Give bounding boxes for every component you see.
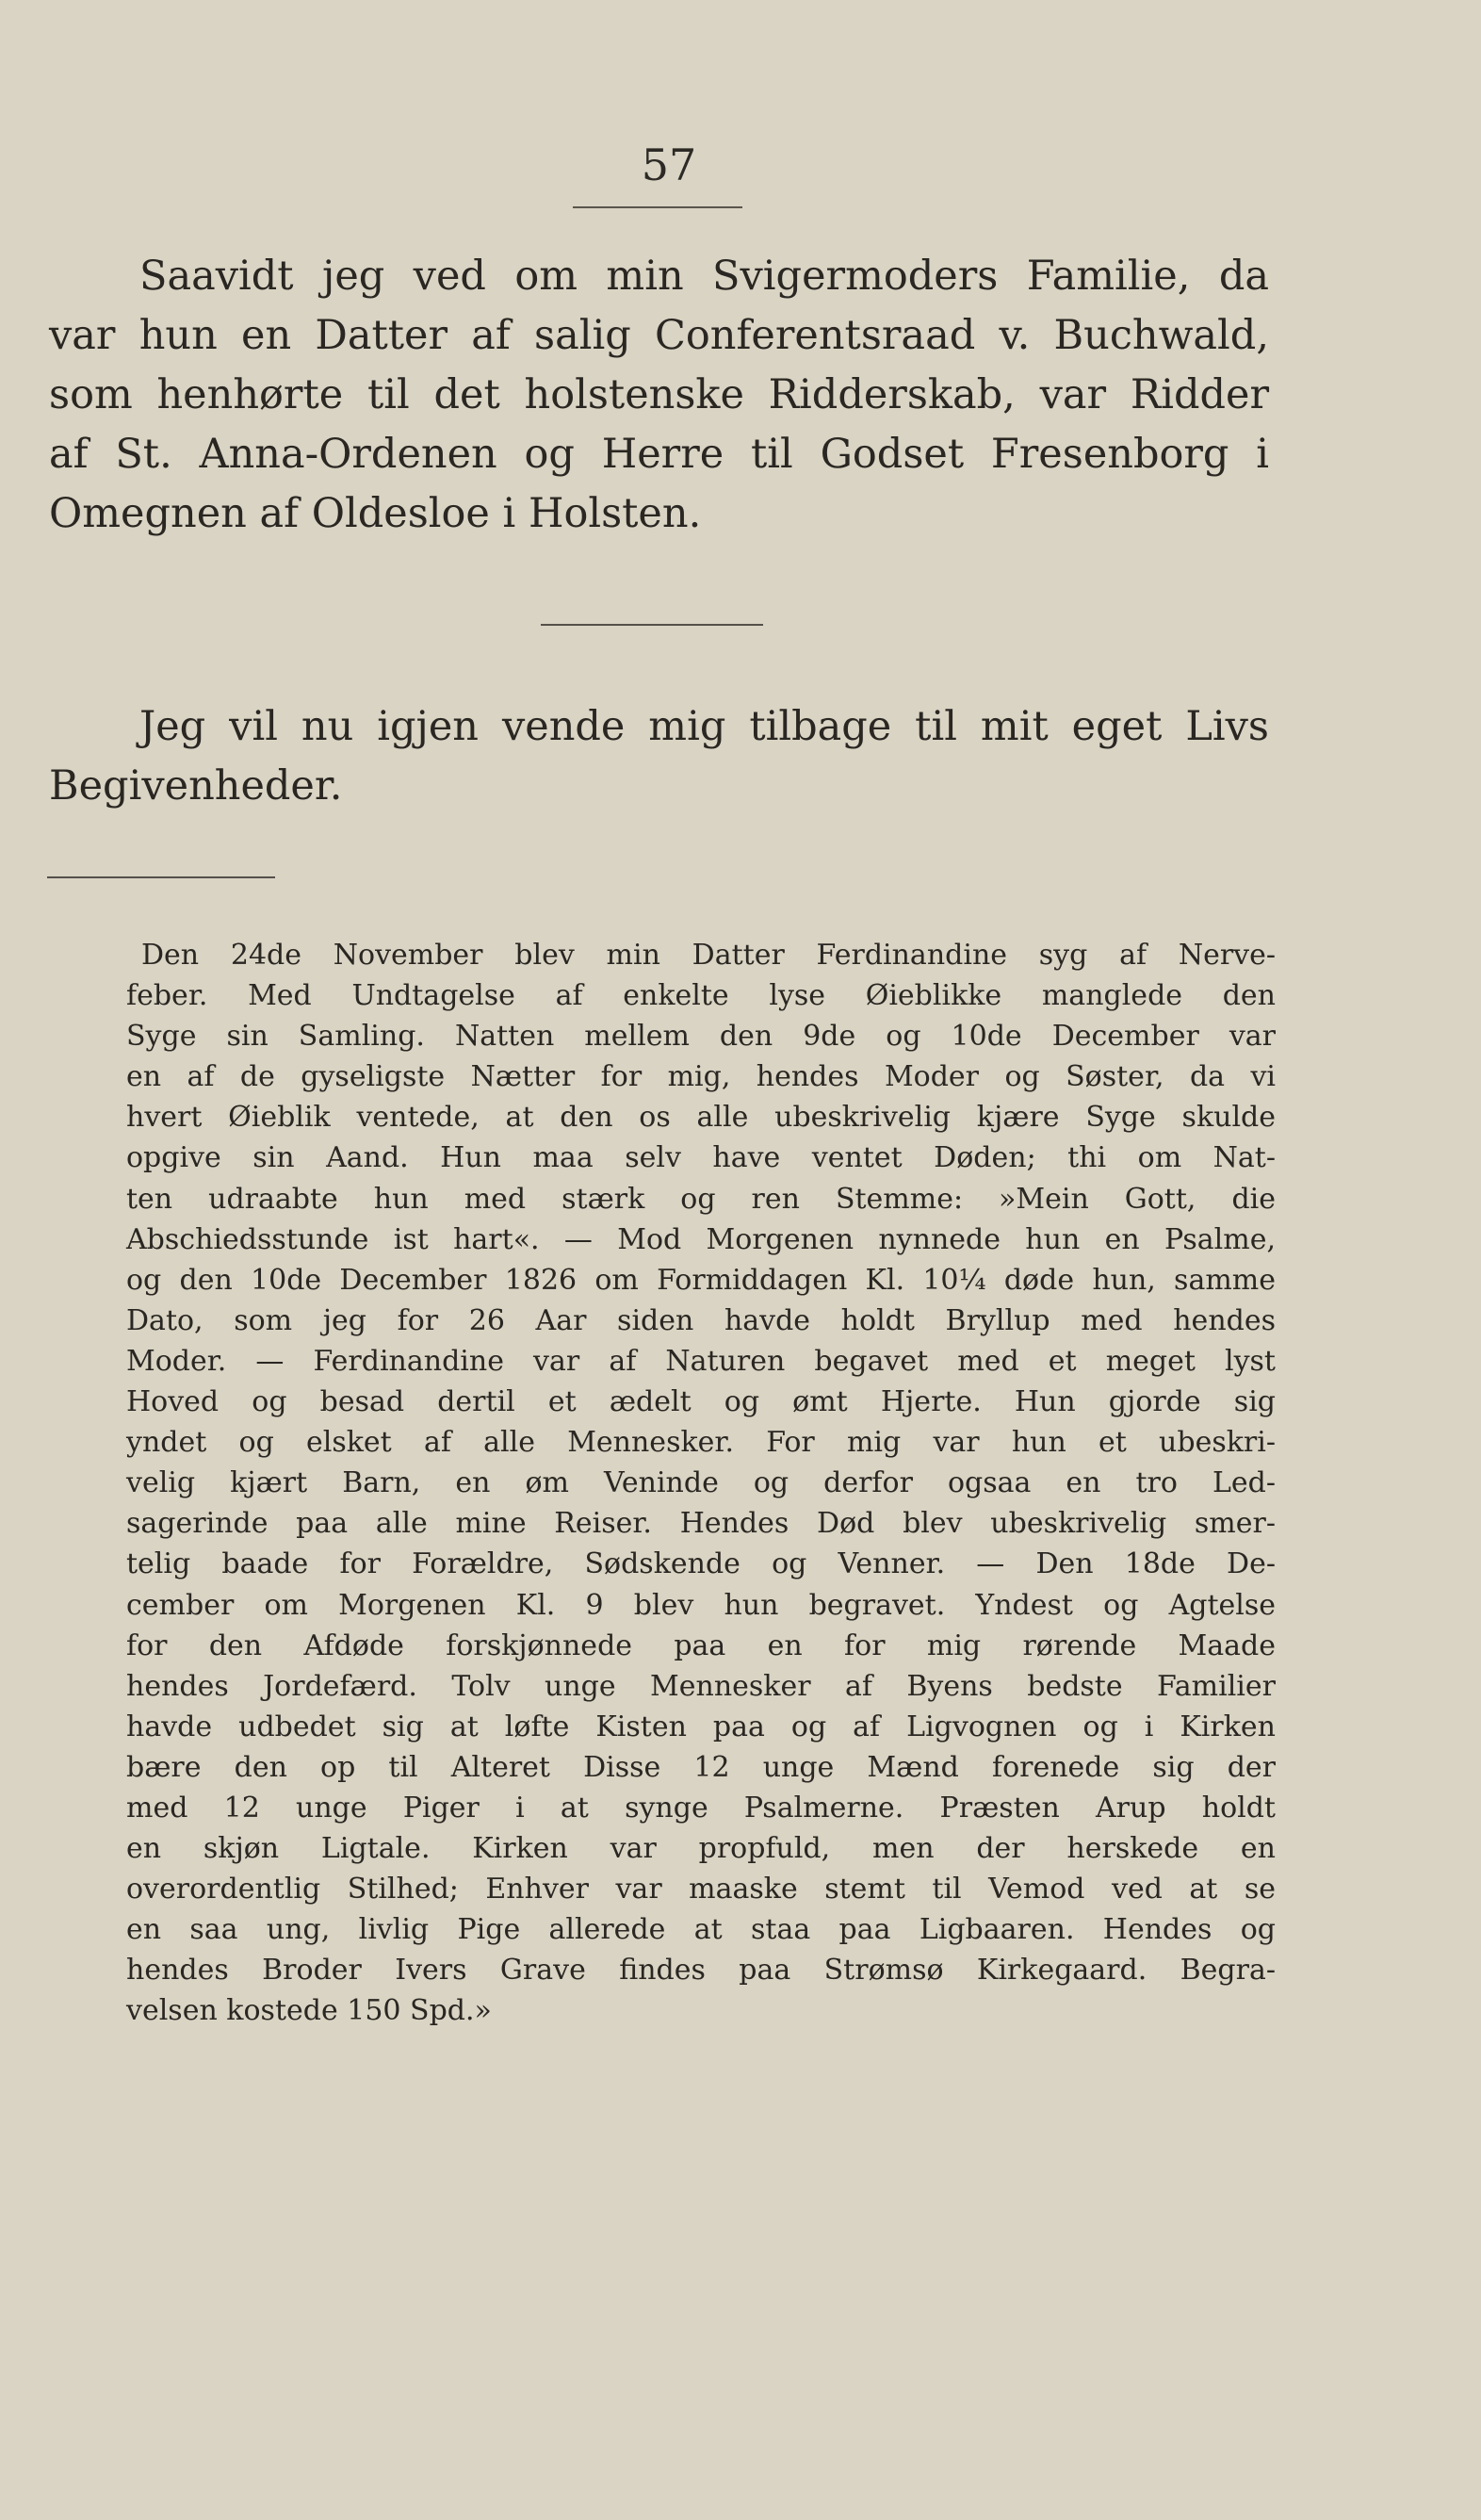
text-line: en af de gyseligste Nætter for mig, hendes Moder og Søster, da vi — [126, 1060, 1276, 1094]
text-line: overordentlig Stilhed; Enhver var maaske stemt til Vemod ved at se — [126, 1873, 1276, 1906]
text-line: bære den op til Alteret Disse 12 unge Mænd forenede sig der — [126, 1750, 1276, 1784]
text-line: af St. Anna-Ordenen og Herre til Godset Fresenborg i — [49, 431, 1269, 478]
text-line: Jeg vil nu igjen vende mig tilbage til mit eget Livs — [139, 703, 1269, 750]
text-line: Den 24de November blev min Datter Ferdinandine syg af Nerve- — [141, 939, 1276, 972]
paragraph-family — [49, 247, 1269, 544]
text-line: cember om Morgenen Kl. 9 blev hun begravet. Yndest og Agtelse — [126, 1588, 1276, 1622]
text-line: havde udbedet sig at løfte Kisten paa og af Ligvognen og i Kirken — [126, 1710, 1276, 1743]
text-line: for den Afdøde forskjønnede paa en for mig rørende Maade — [126, 1628, 1276, 1662]
quote-divider — [47, 876, 275, 878]
text-line: Syge sin Samling. Natten mellem den 9de og 10de December var — [126, 1020, 1276, 1054]
page-number: 57 — [641, 139, 697, 190]
text-line: med 12 unge Piger i at synge Psalmerne. Præsten Arup holdt — [126, 1791, 1276, 1825]
text-line: velsen kostede 150 Spd.» — [126, 1994, 492, 2028]
section-divider — [541, 624, 763, 626]
text-line: hendes Jordefærd. Tolv unge Mennesker af Byens bedste Familier — [126, 1669, 1276, 1703]
text-line: var hun en Datter af salig Conferentsraad v. Buchwald, — [49, 312, 1269, 359]
text-line: en saa ung, livlig Pige allerede at staa paa Ligbaaren. Hendes og — [126, 1913, 1276, 1947]
text-line: Moder. — Ferdinandine var af Naturen begavet med et meget lyst — [126, 1344, 1276, 1378]
paragraph-ferdinandine — [126, 935, 1276, 2032]
text-line: en skjøn Ligtale. Kirken var propfuld, men der herskede en — [126, 1832, 1276, 1866]
paragraph-return — [49, 697, 1269, 816]
page-number-rule — [573, 206, 742, 208]
text-line: feber. Med Undtagelse af enkelte lyse Øieblikke manglede den — [126, 979, 1276, 1013]
text-line: Begivenheder. — [49, 762, 343, 810]
text-line: Saavidt jeg ved om min Svigermoders Familie, da — [139, 253, 1269, 300]
text-line: hendes Broder Ivers Grave findes paa Strømsø Kirkegaard. Begra- — [126, 1954, 1276, 1988]
text-line: Omegnen af Oldesloe i Holsten. — [49, 490, 702, 537]
text-line: yndet og elsket af alle Mennesker. For mig var hun et ubeskri- — [126, 1426, 1276, 1460]
text-line: telig baade for Forældre, Sødskende og Venner. — Den 18de De- — [126, 1547, 1276, 1581]
text-line: Hoved og besad dertil et ædelt og ømt Hjerte. Hun gjorde sig — [126, 1385, 1276, 1419]
text-line: velig kjært Barn, en øm Veninde og derfor ogsaa en tro Led- — [126, 1466, 1276, 1500]
text-line: opgive sin Aand. Hun maa selv have ventet Døden; thi om Nat- — [126, 1141, 1276, 1175]
text-line: som henhørte til det holstenske Ridderskab, var Ridder — [49, 371, 1269, 418]
text-line: og den 10de December 1826 om Formiddagen Kl. 10¼ døde hun, samme — [126, 1263, 1276, 1297]
text-line: Abschiedsstunde ist hart«. — Mod Morgenen nynnede hun en Psalme, — [126, 1222, 1276, 1256]
text-line: sagerinde paa alle mine Reiser. Hendes Død blev ubeskrivelig smer- — [126, 1507, 1276, 1541]
text-line: Dato, som jeg for 26 Aar siden havde holdt Bryllup med hendes — [126, 1303, 1276, 1337]
text-line: ten udraabte hun med stærk og ren Stemme: »Mein Gott, die — [126, 1182, 1276, 1216]
text-line: hvert Øieblik ventede, at den os alle ubeskrivelig kjære Syge skulde — [126, 1101, 1276, 1135]
